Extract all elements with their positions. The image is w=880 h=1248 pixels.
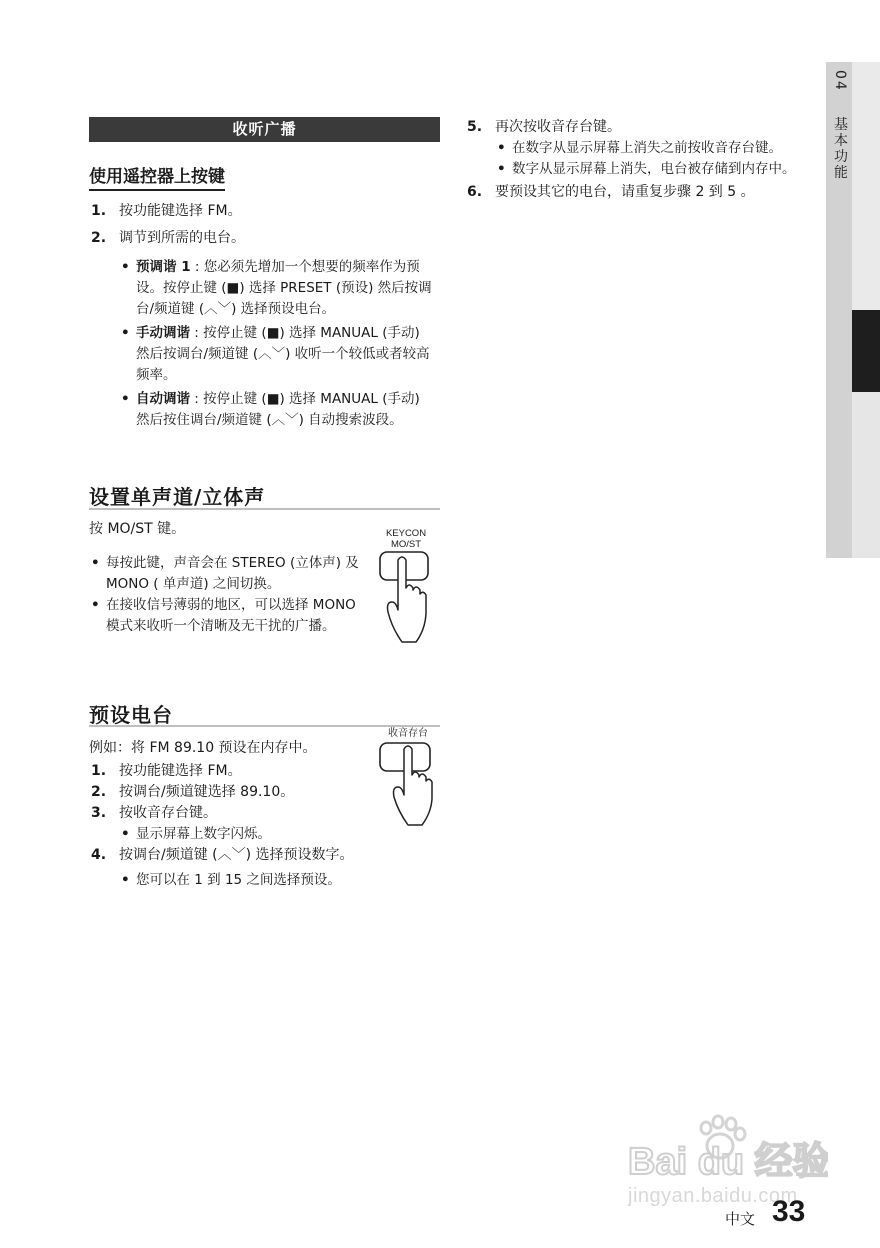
step-5-bullets xyxy=(467,138,812,180)
step-2 xyxy=(91,228,436,249)
bullet-preset-tuning xyxy=(121,257,436,320)
list-item: • 在接收信号薄弱的地区，可以选择 MONO 模式来收听一个清晰及无干扰的广播。 xyxy=(91,595,373,637)
preset-heading: 预设电台 xyxy=(89,703,173,727)
footer-language: 中文 xyxy=(725,1210,756,1228)
step-text: 按功能键选择 FM。 xyxy=(119,203,242,219)
step-6 xyxy=(467,182,812,203)
step-number: 1. xyxy=(91,203,107,219)
bullet-text: : 您必须先增加一个想要的频率作为预设。按停止键 (■) 选择 PRESET (预设) 然后按调台/频道键 (︿﹀) 选择预设电台。 xyxy=(136,259,432,317)
chapter-tab-strip xyxy=(852,62,880,310)
hand-pressing-key-icon xyxy=(376,550,438,648)
bullet-text: : 按停止键 (■) 选择 MANUAL (手动) 然后按住调台/频道键 (︿﹀) 自动搜索波段。 xyxy=(136,391,420,428)
bullet-term: 手动调谐 xyxy=(136,325,190,341)
step-number: 6. xyxy=(467,184,483,200)
list-item: • 您可以在 1 到 15 之间选择预设。 xyxy=(121,870,391,891)
step-number: 2. xyxy=(91,784,107,800)
step-text: 要预设其它的电台，请重复步骤 2 到 5 。 xyxy=(495,184,755,200)
bullet-manual-tuning xyxy=(121,323,436,386)
fm-steps-right xyxy=(467,117,812,203)
step-text: 按功能键选择 FM。 xyxy=(119,763,242,779)
list-item: • 显示屏幕上数字闪烁。 xyxy=(121,824,391,845)
step-2 xyxy=(91,782,391,803)
preset-steps xyxy=(91,761,391,891)
list-item: • 每按此键，声音会在 STEREO (立体声) 及 MONO ( 单声道) 之间切换。 xyxy=(91,553,373,595)
bullet-term: 自动调谐 xyxy=(136,391,190,407)
list-item: • 数字从显示屏幕上消失，电台被存储到内存中。 xyxy=(497,159,812,180)
mono-stereo-heading: 设置单声道/立体声 xyxy=(89,485,266,509)
baidu-watermark xyxy=(628,1112,828,1208)
step-number: 1. xyxy=(91,763,107,779)
preset-key-illustration xyxy=(376,728,440,833)
hand-pressing-key-icon xyxy=(376,739,438,829)
bullet-text: : 按停止键 (■) 选择 MANUAL (手动) 然后按调台/频道键 (︿﹀) 收听一个较低或者较高频率。 xyxy=(136,325,430,383)
preset-intro: 例如：将 FM 89.10 预设在内存中。 xyxy=(89,740,317,756)
step-text: 按收音存台键。 xyxy=(119,805,217,821)
step-3 xyxy=(91,803,391,824)
chapter-number: 04 xyxy=(832,70,848,92)
key-label-most: MO/ST xyxy=(390,539,422,550)
step-1 xyxy=(91,761,391,782)
chapter-tab-marker xyxy=(852,310,880,392)
heading-divider xyxy=(89,508,440,510)
key-label-preset: 收音存台 xyxy=(388,728,428,739)
step-3-bullets xyxy=(91,824,391,845)
baidu-paw-logo-icon xyxy=(628,1112,828,1182)
page-number: 33 xyxy=(772,1195,806,1228)
chapter-tab-label xyxy=(830,70,850,181)
bullet-auto-tuning xyxy=(121,389,436,431)
mono-intro: 按 MO/ST 键。 xyxy=(89,521,186,537)
step-text: 再次按收音存台键。 xyxy=(495,119,621,135)
fm-steps xyxy=(91,201,436,431)
step-1 xyxy=(91,201,436,222)
chapter-title: 基本功能 xyxy=(832,116,848,181)
bullet-term: 预调谐 1 xyxy=(136,259,191,275)
watermark-logo-text: Bai du 经验 xyxy=(628,1141,828,1182)
step-text: 按调台/频道键 (︿﹀) 选择预设数字。 xyxy=(119,847,354,863)
step-number: 2. xyxy=(91,230,107,246)
list-item: • 在数字从显示屏幕上消失之前按收音存台键。 xyxy=(497,138,812,159)
section-title-bar: 收听广播 xyxy=(89,117,440,142)
step-5 xyxy=(467,117,812,138)
tuning-bullets xyxy=(91,257,436,431)
remote-subheading: 使用遥控器上按键 xyxy=(89,162,225,191)
key-label-keycon: KEYCON xyxy=(385,528,427,539)
step-number: 5. xyxy=(467,119,483,135)
step-number: 4. xyxy=(91,847,107,863)
step-4-bullets xyxy=(91,870,391,891)
step-text: 按调台/频道键选择 89.10。 xyxy=(119,784,295,800)
mono-bullets xyxy=(91,553,373,637)
watermark-url: jingyan.baidu.com xyxy=(628,1185,798,1207)
mo-st-key-illustration xyxy=(376,528,436,652)
step-number: 3. xyxy=(91,805,107,821)
chapter-tab-strip-lower xyxy=(852,392,880,558)
heading-divider xyxy=(89,725,440,727)
step-text: 调节到所需的电台。 xyxy=(119,230,245,246)
step-4 xyxy=(91,845,391,866)
